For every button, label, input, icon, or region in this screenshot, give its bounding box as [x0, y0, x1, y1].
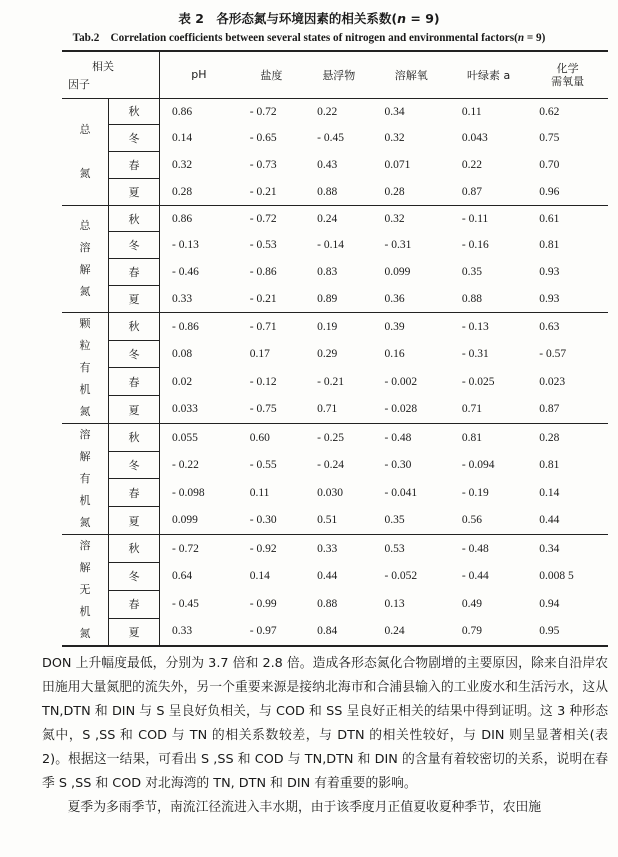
body-paragraph-1: DON 上升幅度最低，分别为 3.7 倍和 2.8 倍。造成各形态氮化合物剧增的主要原因，除来自沿岸农田施用大量氮肥的流失外，另一个重要来源是接纳北海市和合浦县输入的工业废水和生活污水，这从 TN,DTN 和 DIN 与 S 呈良好负相关，与 COD 和 SS 呈良好正相关的结果中得到证明。这 3 种形态氮中，S ,SS 和 COD 与 TN 的相关系数较差，与 DTN 的相关性较好，与 DIN 则呈显著相关(表 2)。根据这一结果，可看出 S ,SS 和 COD 与 TN,DTN 和 DIN 的含量有着较密切的关系，说明在春季 S ,SS 和 COD 对北海湾的 TN, DTN 和 DIN 有着重要的影响。	[42, 656, 608, 791]
corner-label-top: 相关	[92, 60, 114, 73]
coefficient-cell: 0.24	[384, 625, 405, 638]
coefficient-cell: 0.17	[249, 348, 270, 360]
correlation-table	[62, 50, 608, 647]
cod-label-line2: 需氧量	[551, 74, 585, 88]
coefficient-cell: 0.81	[539, 459, 560, 471]
coefficient-cell: 0.39	[384, 320, 405, 333]
coefficient-cell: 0.033	[172, 403, 198, 416]
season-cell: 春	[109, 479, 160, 507]
table-row	[62, 340, 608, 368]
coefficient-cell: 0.81	[461, 431, 483, 444]
coefficient-cell: 0.14	[249, 570, 270, 583]
corner-header	[62, 51, 160, 98]
table-row	[62, 534, 608, 562]
table-row	[62, 396, 608, 424]
coefficient-cell: - 0.21	[317, 375, 344, 388]
coefficient-cell: 0.83	[317, 266, 338, 279]
coefficient-cell: - 0.041	[384, 486, 418, 499]
coefficient-cell: 0.29	[317, 348, 338, 360]
coefficient-cell: - 0.21	[249, 292, 277, 305]
coefficient-cell: 0.28	[172, 185, 193, 198]
season-cell: 秋	[109, 312, 160, 340]
column-header-salinity: 盐度	[260, 68, 283, 82]
season-cell: 冬	[109, 232, 160, 259]
season-cell: 春	[109, 590, 160, 618]
table-row	[62, 232, 608, 259]
coefficient-cell: 0.33	[172, 292, 193, 305]
nitrogen-group	[62, 423, 608, 534]
coefficient-cell: - 0.53	[249, 239, 277, 252]
coefficient-cell: 0.055	[172, 431, 198, 444]
coefficient-cell: 0.008 5	[539, 570, 574, 583]
season-cell: 秋	[109, 98, 160, 125]
coefficient-cell: 0.28	[384, 185, 405, 198]
coefficient-cell: - 0.92	[249, 542, 277, 555]
coefficient-cell: 0.32	[172, 158, 193, 171]
coefficient-cell: 0.28	[539, 431, 560, 444]
season-cell: 春	[109, 152, 160, 179]
coefficient-cell: 0.79	[461, 625, 483, 638]
season-cell: 春	[109, 368, 160, 396]
coefficient-cell: - 0.48	[461, 542, 489, 555]
coefficient-cell: 0.51	[317, 514, 338, 527]
table-row	[62, 562, 608, 590]
coefficient-cell: 0.023	[539, 375, 566, 388]
nitrogen-group	[62, 205, 608, 312]
coefficient-cell: 0.030	[317, 486, 343, 499]
coefficient-cell: 0.36	[384, 292, 405, 305]
coefficient-cell: 0.63	[539, 320, 560, 333]
table-row	[62, 451, 608, 479]
coefficient-cell: 0.44	[539, 514, 560, 527]
coefficient-cell: 0.33	[172, 625, 193, 638]
coefficient-cell: - 0.72	[249, 212, 277, 225]
coefficient-cell: 0.02	[172, 375, 193, 388]
coefficient-cell: 0.14	[172, 132, 193, 145]
coefficient-cell: 0.49	[461, 598, 483, 611]
coefficient-cell: 0.24	[317, 212, 338, 225]
table-row	[62, 178, 608, 205]
nitrogen-form-label: 总 氮	[62, 98, 109, 205]
column-header-suspended-matter: 悬浮物	[322, 68, 356, 82]
corner-label-bottom: 因子	[68, 78, 90, 91]
nitrogen-group	[62, 98, 608, 205]
coefficient-cell: - 0.44	[461, 570, 489, 583]
table-row	[62, 259, 608, 286]
coefficient-cell: - 0.31	[461, 348, 489, 360]
season-cell: 春	[109, 259, 160, 286]
coefficient-cell: - 0.57	[539, 348, 567, 360]
table-row	[62, 286, 608, 313]
coefficient-cell: 0.13	[384, 598, 405, 611]
table-row	[62, 479, 608, 507]
coefficient-cell: - 0.025	[461, 375, 495, 388]
coefficient-cell: - 0.098	[172, 486, 205, 499]
coefficient-cell: 0.93	[539, 292, 560, 305]
coefficient-cell: 0.88	[317, 598, 338, 611]
body-paragraph-2: 夏季为多雨季节，南流江径流进入丰水期，由于该季度月正值夏收夏种季节，农田施	[67, 800, 542, 815]
coefficient-cell: 0.35	[384, 514, 405, 527]
season-cell: 冬	[109, 562, 160, 590]
season-cell: 冬	[109, 125, 160, 152]
coefficient-cell: - 0.13	[461, 320, 489, 333]
coefficient-cell: 0.70	[539, 158, 560, 171]
coefficient-cell: 0.64	[172, 570, 193, 583]
coefficient-cell: 0.16	[384, 348, 405, 360]
coefficient-cell: 0.43	[317, 158, 338, 171]
table-header-row	[62, 51, 608, 98]
coefficient-cell: - 0.97	[249, 625, 277, 638]
coefficient-cell: 0.08	[172, 348, 193, 360]
coefficient-cell: 0.93	[539, 266, 560, 279]
season-cell: 秋	[109, 423, 160, 451]
coefficient-cell: - 0.094	[461, 459, 495, 471]
coefficient-cell: 0.84	[317, 625, 338, 638]
coefficient-cell: 0.14	[539, 486, 560, 499]
table-caption-en: Tab.2 Correlation coefficients between several states of nitrogen and environmental factors(n = 9)	[72, 32, 546, 44]
coefficient-cell: - 0.99	[249, 598, 277, 611]
coefficient-cell: 0.87	[539, 403, 560, 416]
coefficient-cell: 0.75	[539, 132, 560, 145]
coefficient-cell: 0.34	[539, 542, 560, 555]
coefficient-cell: 0.71	[461, 403, 483, 416]
nitrogen-form-label: 溶 解 无 机 氮	[62, 534, 109, 646]
coefficient-cell: 0.87	[461, 185, 483, 198]
coefficient-cell: 0.22	[317, 105, 338, 118]
coefficient-cell: - 0.86	[172, 320, 199, 333]
nitrogen-form-label: 颗 粒 有 机 氮	[62, 312, 109, 423]
coefficient-cell: - 0.12	[249, 375, 277, 388]
coefficient-cell: 0.34	[384, 105, 405, 118]
coefficient-cell: 0.35	[461, 266, 483, 279]
table-row	[62, 152, 608, 179]
coefficient-cell: - 0.75	[249, 403, 277, 416]
coefficient-cell: - 0.71	[249, 320, 277, 333]
season-cell: 夏	[109, 286, 160, 313]
coefficient-cell: 0.81	[539, 239, 560, 252]
coefficient-cell: 0.44	[317, 570, 338, 583]
coefficient-cell: - 0.45	[317, 132, 344, 145]
coefficient-cell: - 0.21	[249, 185, 277, 198]
coefficient-cell: 0.62	[539, 105, 560, 118]
nitrogen-group	[62, 534, 608, 646]
coefficient-cell: 0.043	[461, 132, 488, 145]
coefficient-cell: 0.86	[172, 212, 193, 225]
table-row	[62, 423, 608, 451]
coefficient-cell: - 0.16	[461, 239, 489, 252]
coefficient-cell: 0.94	[539, 598, 560, 611]
nitrogen-form-label: 总 溶 解 氮	[62, 205, 109, 312]
coefficient-cell: 0.33	[317, 542, 338, 555]
coefficient-cell: 0.71	[317, 403, 338, 416]
coefficient-cell: 0.95	[539, 625, 560, 638]
coefficient-cell: - 0.46	[172, 266, 199, 279]
season-cell: 冬	[109, 451, 160, 479]
nitrogen-group	[62, 312, 608, 423]
season-cell: 夏	[109, 396, 160, 424]
coefficient-cell: 0.96	[539, 185, 560, 198]
column-header-ph: pH	[191, 68, 207, 82]
table-row	[62, 312, 608, 340]
coefficient-cell: - 0.31	[384, 239, 412, 252]
coefficient-cell: - 0.22	[172, 459, 199, 471]
coefficient-cell: - 0.30	[249, 514, 277, 527]
coefficient-cell: 0.11	[461, 105, 482, 118]
coefficient-cell: - 0.19	[461, 486, 489, 499]
season-cell: 夏	[109, 618, 160, 646]
coefficient-cell: 0.56	[461, 514, 483, 527]
coefficient-cell: - 0.72	[249, 105, 277, 118]
coefficient-cell: 0.11	[249, 486, 270, 499]
table-row	[62, 590, 608, 618]
table-row	[62, 98, 608, 125]
coefficient-cell: 0.88	[461, 292, 483, 305]
season-cell: 秋	[109, 205, 160, 232]
coefficient-cell: 0.22	[461, 158, 483, 171]
coefficient-cell: - 0.30	[384, 459, 412, 471]
coefficient-cell: - 0.028	[384, 403, 418, 416]
table-row	[62, 368, 608, 396]
table-row	[62, 618, 608, 646]
coefficient-cell: - 0.48	[384, 431, 412, 444]
coefficient-cell: - 0.002	[384, 375, 418, 388]
coefficient-cell: 0.32	[384, 132, 405, 145]
table-row	[62, 507, 608, 535]
coefficient-cell: - 0.25	[317, 431, 344, 444]
coefficient-cell: - 0.11	[461, 212, 489, 225]
coefficient-cell: - 0.73	[249, 158, 277, 171]
coefficient-cell: - 0.72	[172, 542, 199, 555]
coefficient-cell: - 0.45	[172, 598, 199, 611]
season-cell: 夏	[109, 178, 160, 205]
column-header-dissolved-oxygen: 溶解氧	[394, 68, 428, 82]
coefficient-cell: - 0.55	[249, 459, 277, 471]
coefficient-cell: 0.60	[249, 431, 270, 444]
coefficient-cell: 0.88	[317, 185, 338, 198]
coefficient-cell: 0.32	[384, 212, 405, 225]
table-caption-cn: 表 2 各形态氮与环境因素的相关系数(n = 9)	[178, 11, 440, 26]
table-row	[62, 125, 608, 152]
season-cell: 冬	[109, 340, 160, 368]
coefficient-cell: - 0.052	[384, 570, 418, 583]
season-cell: 秋	[109, 534, 160, 562]
coefficient-cell: - 0.24	[317, 459, 344, 471]
coefficient-cell: 0.53	[384, 542, 405, 555]
coefficient-cell: 0.89	[317, 292, 338, 305]
coefficient-cell: 0.19	[317, 320, 338, 333]
coefficient-cell: - 0.86	[249, 266, 277, 279]
season-cell: 夏	[109, 507, 160, 535]
coefficient-cell: 0.61	[539, 212, 560, 225]
table-row	[62, 205, 608, 232]
column-header-chlorophyll: 叶绿素 a	[466, 68, 511, 82]
coefficient-cell: 0.071	[384, 158, 411, 171]
column-header-cod	[527, 51, 608, 98]
nitrogen-form-label: 溶 解 有 机 氮	[62, 423, 109, 534]
coefficient-cell: 0.099	[384, 266, 411, 279]
coefficient-cell: - 0.14	[317, 239, 344, 252]
cod-label-line1: 化学	[556, 61, 579, 75]
coefficient-cell: 0.86	[172, 105, 193, 118]
coefficient-cell: - 0.65	[249, 132, 277, 145]
coefficient-cell: 0.099	[172, 514, 198, 527]
coefficient-cell: - 0.13	[172, 239, 199, 252]
